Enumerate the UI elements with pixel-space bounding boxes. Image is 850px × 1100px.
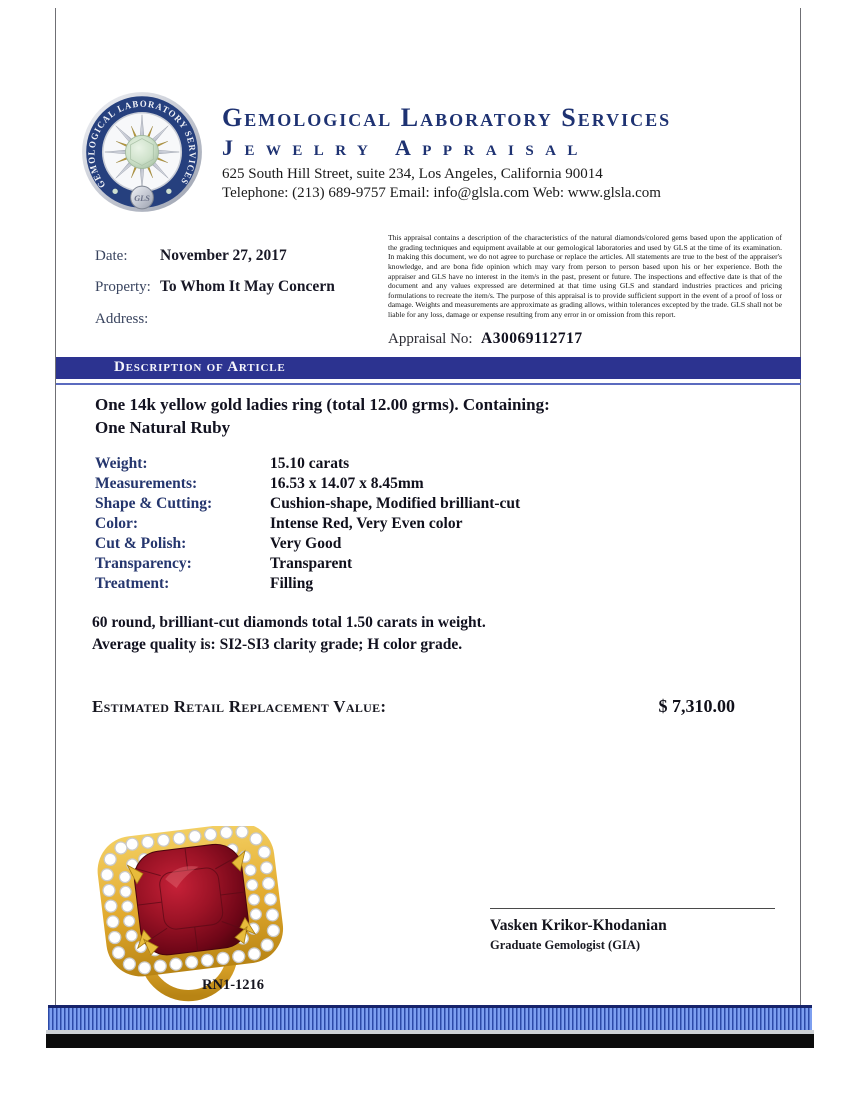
section-header-bar [56,357,801,379]
spec-label-weight: Weight: [95,455,148,472]
section-underline [56,383,801,385]
doc-type-title: Jewelry Appraisal [222,135,589,160]
diamond-note-1: 60 round, brilliant-cut diamonds total 1.50 carats in weight. [92,614,486,631]
spec-value-shape: Cushion-shape, Modified brilliant-cut [270,495,521,512]
property-value: To Whom It May Concern [160,278,335,295]
seal-dot-left [112,189,117,194]
appraisal-no-label: Appraisal No: [388,331,473,347]
spec-value-measurements: 16.53 x 14.07 x 8.45mm [270,475,424,492]
org-name: Gemological Laboratory Services [222,103,672,132]
gls-seal-logo-icon [80,90,204,214]
disclaimer-text: This appraisal contains a description of the characteristics of the natural diamonds/colored gems based upon the application of the grading techniques and equipment available at our gemological laboratories and used by GLS at the time of its examination. In making this document, we do not agree to purchase or replace the articles. All statements are true to the best of the appraiser's knowledge, and are bona fide opinion which may vary from person to person based upon his or her experience. Both the appraiser and GLS have no interest in the item/s in the past, present or future. The inspections and effective date is that of the document and any values expressed are determined at that time using GLS and standard industries practices and pricing formulations to recreate the item/s. The purpose of this appraisal is to provide sufficient support in the event of a proof of loss or damage. Weights and measurements are approximate as grading allows, within tolerances excepted by the trade. GLS shall not be liable for any loss, damage or expense resulting from any error in or omission from this report. [388,233,782,320]
article-line-2: One Natural Ruby [95,418,231,437]
bottom-ribbon-shadow [46,1034,814,1048]
article-line-1: One 14k yellow gold ladies ring (total 12.00 grms). Containing: [95,395,550,414]
date-value: November 27, 2017 [160,247,287,264]
seal-dot-right [166,189,171,194]
appraiser-name: Vasken Krikor-Khodanian [490,917,667,934]
spec-label-cut-polish: Cut & Polish: [95,535,187,552]
left-border-rule [55,8,56,1006]
spec-label-measurements: Measurements: [95,475,198,492]
valuation-amount: $ 7,310.00 [658,696,735,716]
appraiser-title: Graduate Gemologist (GIA) [490,938,640,952]
bottom-ribbon-stripes [48,1005,812,1030]
property-label: Property: [95,279,151,295]
diamond-note-2: Average quality is: SI2-SI3 clarity grade; H color grade. [92,636,463,653]
spec-label-color: Color: [95,515,139,532]
ring-head [94,826,287,980]
org-address: 625 South Hill Street, suite 234, Los Angeles, California 90014 [222,166,603,182]
section-title: Description of Article [114,359,286,375]
spec-label-shape: Shape & Cutting: [95,495,213,512]
seal-ring-text: GEMOLOGICAL LABORATORY SERVICES [87,99,197,190]
seal-monogram-text: GLS [134,194,150,204]
signature-line [490,908,775,909]
spec-label-transparency: Transparency: [95,555,192,572]
org-contact: Telephone: (213) 689-9757 Email: info@glsla.com Web: www.glsla.com [222,185,661,201]
date-label: Date: [95,248,128,264]
item-code: RN1-1216 [202,977,265,993]
right-border-rule [800,8,801,1006]
spec-label-treatment: Treatment: [95,575,170,592]
ring-photo [68,826,318,1004]
spec-value-cut-polish: Very Good [270,535,342,552]
appraisal-no-value: A30069112717 [481,330,583,347]
spec-value-weight: 15.10 carats [270,455,350,472]
spec-value-transparency: Transparent [270,555,353,572]
valuation-label: Estimated Retail Replacement Value: [92,697,387,716]
spec-value-treatment: Filling [270,575,314,592]
address-label: Address: [95,311,149,327]
spec-value-color: Intense Red, Very Even color [270,515,463,532]
